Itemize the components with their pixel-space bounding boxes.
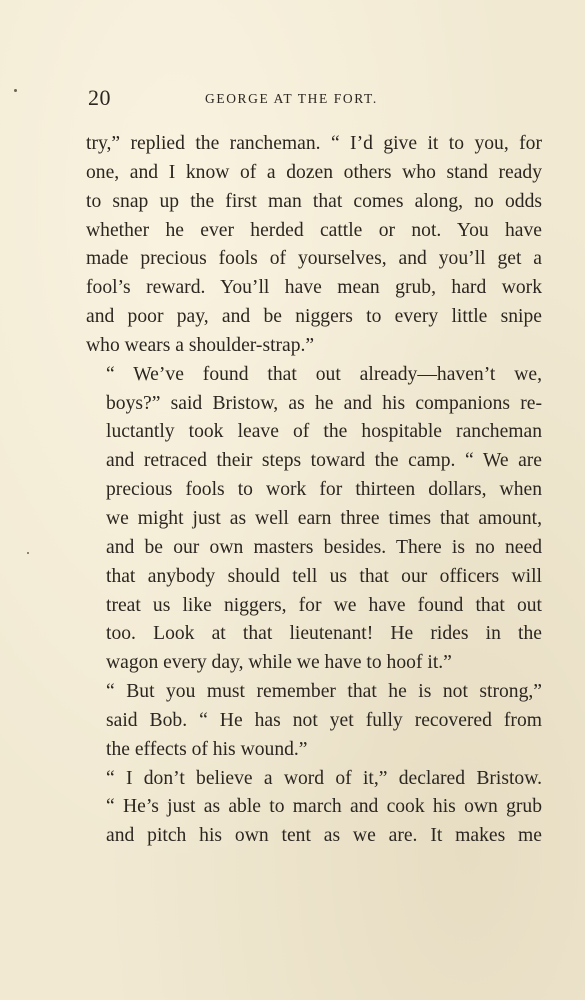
text-line: “ He’s just as able to march and cook his own grub xyxy=(106,796,542,818)
text-line: one, and I know of a dozen others who stand ready xyxy=(86,161,542,183)
text-line: too. Look at that lieutenant! He rides in the xyxy=(106,623,542,645)
ink-speck xyxy=(14,89,17,92)
running-head: GEORGE AT THE FORT. xyxy=(205,91,378,106)
paragraph xyxy=(86,765,542,852)
text-line: precious fools to work for thirteen dollars, when xyxy=(106,479,542,501)
text-line: treat us like niggers, for we have found that out xyxy=(106,594,542,616)
text-line: the effects of his wound.” xyxy=(106,738,308,760)
paragraph xyxy=(86,361,542,678)
text-line: and poor pay, and be niggers to every little snipe xyxy=(86,306,542,328)
paragraph xyxy=(86,130,542,361)
text-line: and retraced their steps toward the camp. “ We are xyxy=(106,450,542,472)
text-line: and pitch his own tent as we are. It makes me xyxy=(106,825,542,847)
body-text xyxy=(86,130,542,851)
page-number: 20 xyxy=(88,85,111,110)
text-line: “ We’ve found that out already—haven’t we, xyxy=(106,363,542,385)
text-line: whether he ever herded cattle or not. You have xyxy=(86,219,542,241)
text-line: and be our own masters besides. There is no need xyxy=(106,536,542,558)
text-line: we might just as well earn three times that amount, xyxy=(106,507,542,529)
text-line: “ But you must remember that he is not strong,” xyxy=(106,681,542,703)
text-line: luctantly took leave of the hospitable rancheman xyxy=(106,421,542,443)
text-line: “ I don’t believe a word of it,” declared Bristow. xyxy=(106,767,542,789)
text-line: fool’s reward. You’ll have mean grub, hard work xyxy=(86,277,542,299)
ink-speck xyxy=(27,552,29,554)
text-line: said Bob. “ He has not yet fully recovered from xyxy=(106,709,542,731)
text-line: made precious fools of yourselves, and you’ll get a xyxy=(86,248,542,270)
text-line: wagon every day, while we have to hoof it.” xyxy=(106,652,452,674)
text-line: boys?” said Bristow, as he and his companions re- xyxy=(106,392,542,414)
text-line: to snap up the first man that comes along, no odds xyxy=(86,190,542,212)
text-line: that anybody should tell us that our officers will xyxy=(106,565,542,587)
text-line: who wears a shoulder-strap.” xyxy=(86,334,315,356)
text-line: try,” replied the rancheman. “ I’d give it to you, for xyxy=(86,133,542,154)
paragraph xyxy=(86,678,542,765)
